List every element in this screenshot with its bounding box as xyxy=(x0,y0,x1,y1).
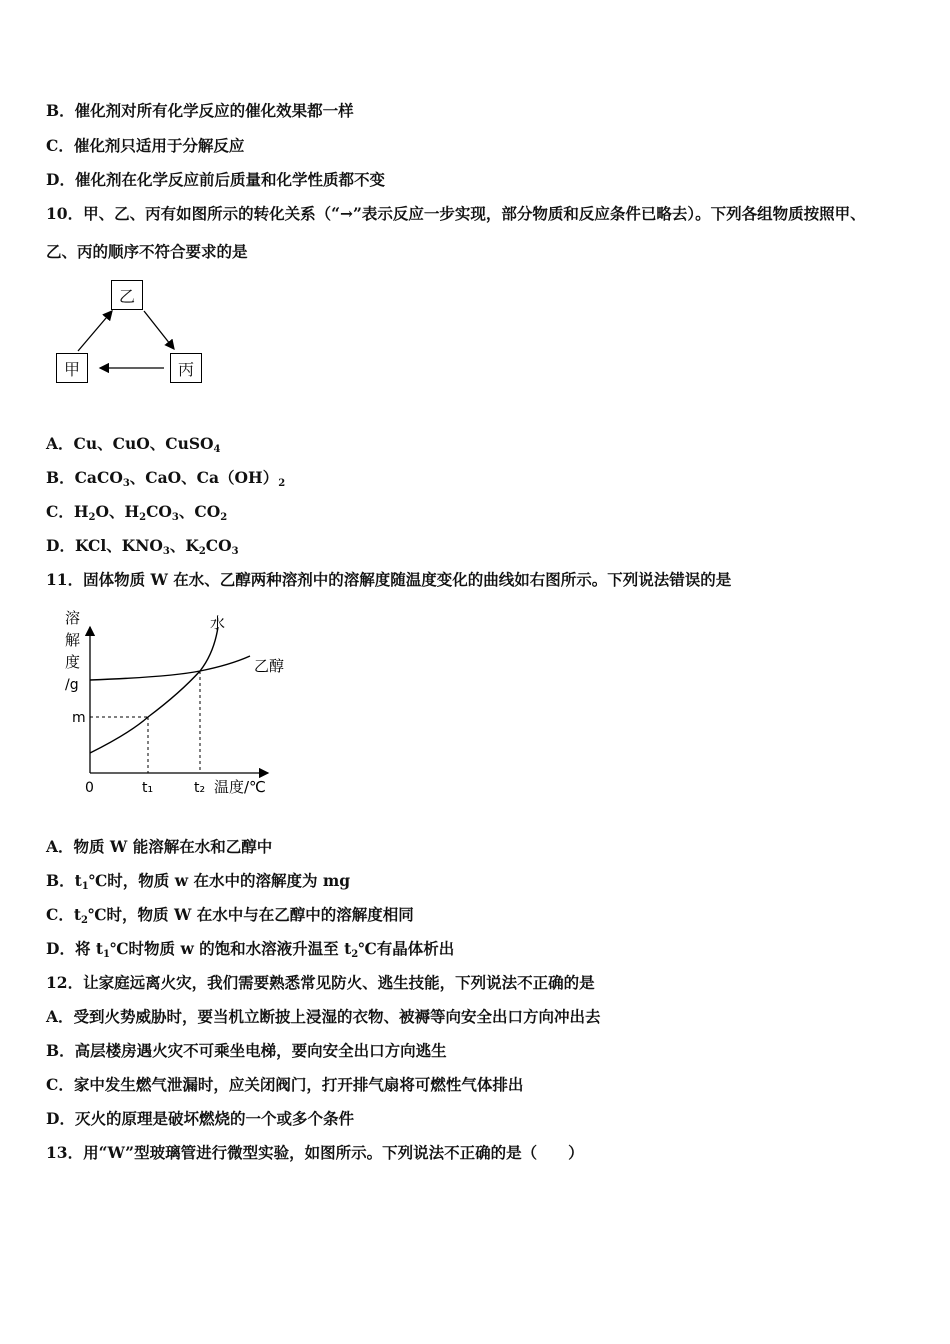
q12-option-b: B．高层楼房遇火灾不可乘坐电梯，要向安全出口方向逃生 xyxy=(46,1041,447,1060)
arrow-jia-to-yi xyxy=(78,311,112,351)
q12-option-c: C．家中发生燃气泄漏时，应关闭阀门，打开排气扇将可燃性气体排出 xyxy=(46,1075,524,1094)
water-label: 水 xyxy=(210,614,226,632)
q12-option-d: D．灭火的原理是破坏燃烧的一个或多个条件 xyxy=(46,1109,354,1128)
q10-option-c: C．$H_2O$、$H_2CO_3$、$CO_2$ xyxy=(46,502,228,523)
ethanol-curve xyxy=(90,656,250,680)
m-label: m xyxy=(72,710,86,726)
t2-label: t₂ xyxy=(194,780,206,796)
q10-option-d: D．KCl、$KNO_3$、$K_2CO_3$ xyxy=(46,536,239,557)
y-label-char-3: 度 xyxy=(65,653,81,671)
y-label-char-1: 溶 xyxy=(65,609,81,627)
solubility-chart-svg xyxy=(60,605,300,805)
ethanol-label: 乙醇 xyxy=(254,657,285,675)
q11-option-a: A．物质 W 能溶解在水和乙醇中 xyxy=(46,837,273,856)
q10-option-a: A．Cu、CuO、CuSO$_4$ xyxy=(46,434,221,455)
q10-stem-line2: 乙、丙的顺序不符合要求的是 xyxy=(46,242,248,261)
box-yi: 乙 xyxy=(111,280,143,310)
q9-option-d: D．催化剂在化学反应前后质量和化学性质都不变 xyxy=(46,170,385,189)
q12-stem: 12．让家庭远离火灾，我们需要熟悉常见防火、逃生技能，下列说法不正确的是 xyxy=(46,973,595,992)
q9-option-c: C．催化剂只适用于分解反应 xyxy=(46,136,245,155)
water-curve xyxy=(90,627,218,753)
y-label-char-4: /g xyxy=(65,677,79,693)
q9-option-b: B．催化剂对所有化学反应的催化效果都一样 xyxy=(46,101,354,120)
q11-option-d: D．将 $t_1℃$时物质 w 的饱和水溶液升温至 $t_2℃$有晶体析出 xyxy=(46,939,455,960)
q10-stem-line1: 10．甲、乙、丙有如图所示的转化关系（“→”表示反应一步实现，部分物质和反应条件已略去）。下列各组物质按照甲、 xyxy=(46,204,866,223)
origin-label: 0 xyxy=(85,780,94,796)
q11-option-b: B．$t_1℃$时，物质 w 在水中的溶解度为 mg xyxy=(46,871,351,892)
y-label-char-2: 解 xyxy=(65,631,81,649)
q11-option-c: C．$t_2℃$时，物质 W 在水中与在乙醇中的溶解度相同 xyxy=(46,905,414,926)
q12-option-a: A．受到火势威胁时，要当机立断披上浸湿的衣物、被褥等向安全出口方向冲出去 xyxy=(46,1007,601,1026)
q13-stem: 13．用“W”型玻璃管进行微型实验，如图所示。下列说法不正确的是（ ） xyxy=(46,1143,584,1162)
q10-option-b: B．CaCO$_3$、CaO、$Ca(OH)_2$ xyxy=(46,468,286,489)
q10-conversion-diagram xyxy=(50,275,220,395)
q11-stem: 11．固体物质 W 在水、乙醇两种溶剂中的溶解度随温度变化的曲线如右图所示。下列说法错误的是 xyxy=(46,570,732,589)
arrow-yi-to-bing xyxy=(144,311,174,349)
q11-solubility-chart xyxy=(60,605,300,805)
box-jia: 甲 xyxy=(56,353,88,383)
x-axis-label: 温度/℃ xyxy=(214,778,266,796)
t1-label: t₁ xyxy=(142,780,154,796)
box-bing: 丙 xyxy=(170,353,202,383)
